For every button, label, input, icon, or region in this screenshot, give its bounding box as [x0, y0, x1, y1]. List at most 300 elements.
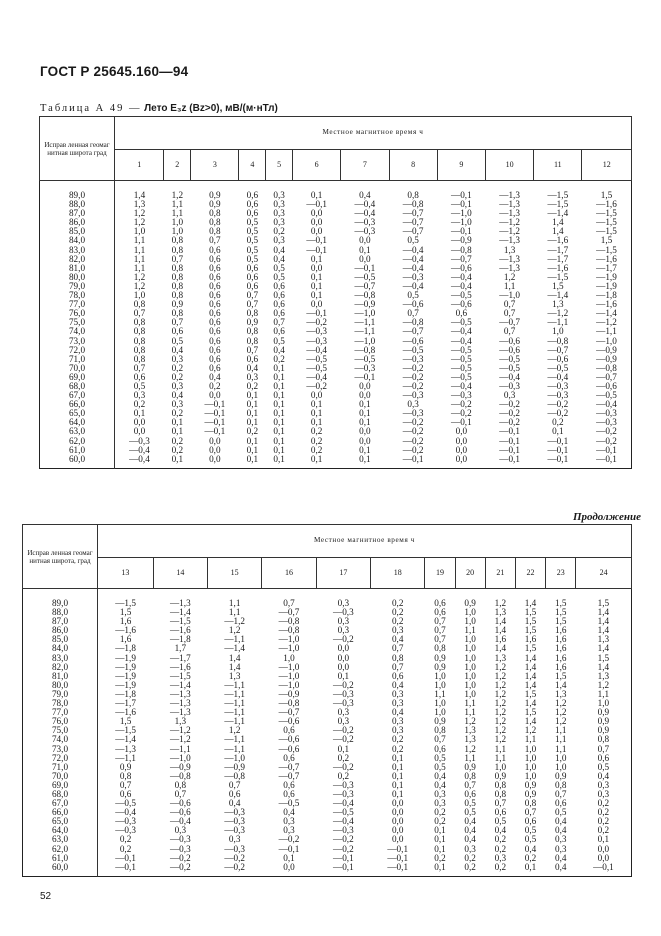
- value-cell: —0,1: [451, 417, 472, 428]
- value-cell: —0,7: [547, 344, 569, 355]
- latitude-cell: 82,0: [40, 255, 115, 264]
- table-row: [23, 754, 632, 763]
- value-cell: 0,3: [407, 399, 419, 410]
- value-cell: 1,2: [171, 190, 184, 200]
- value-cell: 0,3: [174, 825, 187, 836]
- value-cell: —0,3: [224, 807, 245, 818]
- value-cell: —1,5: [547, 190, 569, 200]
- latitude-cell: 61,0: [40, 446, 115, 455]
- value-cell: 0,8: [464, 770, 476, 781]
- value-cell: —0,5: [499, 362, 520, 373]
- value-cell: 0,1: [552, 426, 564, 437]
- value-cell: —1,5: [115, 725, 136, 736]
- value-cell: 0,9: [524, 788, 537, 799]
- value-cell: —0,1: [354, 262, 376, 273]
- latitude-cell: 78,0: [40, 291, 115, 300]
- value-cell: 0,7: [171, 253, 184, 264]
- value-cell: —0,6: [451, 299, 472, 310]
- value-cell: 0,2: [391, 734, 404, 745]
- value-cell: 1,2: [494, 670, 507, 681]
- value-cell: —1,8: [596, 290, 617, 301]
- value-cell: —1,1: [354, 326, 376, 337]
- value-cell: 0,6: [209, 308, 221, 319]
- latitude-cell: 65,0: [23, 817, 98, 826]
- value-cell: 0,4: [597, 770, 610, 781]
- value-cell: 1,1: [503, 280, 516, 291]
- value-cell: —1,5: [596, 226, 617, 237]
- value-cell: 1,6: [494, 634, 507, 645]
- value-cell: 0,1: [310, 190, 323, 200]
- value-cell: 1,2: [494, 716, 507, 727]
- value-cell: —1,3: [499, 235, 520, 246]
- value-cell: 0,1: [391, 752, 404, 763]
- value-cell: 1,0: [464, 607, 476, 618]
- table-row: [23, 763, 632, 772]
- value-cell: 0,3: [337, 616, 350, 627]
- value-cell: 0,3: [434, 788, 446, 799]
- value-cell: 0,3: [464, 843, 476, 854]
- value-cell: 0,1: [273, 399, 285, 410]
- hour-column-header: 5: [266, 150, 293, 181]
- value-cell: 1,0: [524, 761, 537, 772]
- value-cell: 0,2: [391, 616, 404, 627]
- value-cell: 0,2: [310, 435, 323, 446]
- value-cell: 0,7: [174, 788, 187, 799]
- value-cell: —0,1: [306, 244, 327, 255]
- value-cell: 0,2: [552, 417, 564, 428]
- value-cell: —1,6: [115, 707, 136, 718]
- value-cell: 0,2: [494, 843, 507, 854]
- latitude-cell: 72,0: [40, 346, 115, 355]
- table-row: [40, 255, 632, 264]
- value-cell: 0,5: [171, 335, 184, 346]
- value-cell: 0,6: [273, 280, 285, 291]
- value-cell: —0,5: [354, 271, 376, 282]
- latitude-cell: 79,0: [23, 690, 98, 699]
- value-cell: —1,7: [115, 698, 136, 709]
- value-cell: 0,1: [359, 444, 371, 455]
- value-cell: 1,0: [464, 661, 476, 672]
- value-cell: —1,6: [547, 262, 569, 273]
- value-cell: 0,8: [119, 770, 132, 781]
- value-cell: 0,7: [119, 779, 132, 790]
- value-cell: 1,0: [552, 326, 564, 337]
- latitude-cell: 71,0: [40, 355, 115, 364]
- value-cell: —0,1: [596, 444, 617, 455]
- value-cell: 1,0: [524, 743, 537, 754]
- latitude-cell: 73,0: [23, 745, 98, 754]
- value-cell: —1,6: [596, 253, 617, 264]
- table-row: [40, 282, 632, 291]
- value-cell: 1,5: [554, 607, 567, 618]
- value-cell: —0,5: [306, 362, 327, 373]
- value-cell: 1,4: [597, 643, 610, 654]
- value-cell: 0,1: [273, 390, 285, 401]
- value-cell: 1,1: [464, 698, 476, 709]
- value-cell: 0,8: [171, 262, 184, 273]
- value-cell: 1,1: [434, 688, 446, 699]
- value-cell: —0,4: [451, 271, 472, 282]
- value-cell: —1,8: [115, 688, 136, 699]
- value-cell: —1,0: [278, 679, 300, 690]
- latitude-cell: 69,0: [40, 373, 115, 382]
- value-cell: —1,6: [169, 625, 191, 636]
- value-cell: 1,0: [434, 698, 446, 709]
- value-cell: 0,5: [554, 807, 567, 818]
- value-cell: 0,6: [391, 670, 404, 681]
- value-cell: 0,3: [273, 208, 285, 219]
- value-cell: —0,8: [354, 290, 376, 301]
- document-header: ГОСТ Р 25645.160—94: [40, 64, 189, 79]
- value-cell: —0,5: [451, 317, 472, 328]
- value-cell: —1,6: [596, 299, 617, 310]
- latitude-cell: 72,0: [23, 754, 98, 763]
- value-cell: 0,0: [391, 798, 404, 809]
- value-cell: 0,6: [209, 317, 221, 328]
- local-time-group-header: Местное магнитное время ч: [115, 117, 632, 150]
- value-cell: —1,6: [115, 625, 136, 636]
- table-row: [23, 735, 632, 744]
- value-cell: —1,8: [169, 634, 191, 645]
- table-row: [40, 300, 632, 309]
- value-cell: —0,2: [402, 426, 424, 437]
- value-cell: —0,1: [499, 426, 520, 437]
- value-cell: —0,5: [451, 290, 472, 301]
- value-cell: 0,3: [171, 399, 184, 410]
- value-cell: —1,1: [224, 634, 245, 645]
- value-cell: —0,5: [499, 353, 520, 364]
- value-cell: —0,2: [333, 761, 354, 772]
- value-cell: 0,6: [597, 752, 610, 763]
- value-cell: —0,3: [499, 380, 520, 391]
- value-cell: 1,6: [554, 643, 567, 654]
- latitude-cell: 89,0: [40, 181, 115, 201]
- value-cell: 0,7: [434, 634, 446, 645]
- value-cell: —1,4: [547, 208, 569, 219]
- value-cell: 1,4: [524, 598, 537, 608]
- value-cell: —0,4: [451, 280, 472, 291]
- value-cell: 0,1: [246, 444, 259, 455]
- value-cell: 0,1: [273, 426, 285, 437]
- value-cell: —1,2: [547, 308, 569, 319]
- table-body: [23, 589, 632, 877]
- value-cell: —0,3: [402, 271, 424, 282]
- value-cell: 1,1: [228, 607, 241, 618]
- hour-column-header: 17: [316, 558, 370, 589]
- value-cell: 1,0: [464, 652, 476, 663]
- value-cell: 0,4: [464, 816, 476, 827]
- value-cell: —0,3: [451, 390, 472, 401]
- value-cell: 1,1: [133, 244, 146, 255]
- value-cell: 1,5: [554, 616, 567, 627]
- value-cell: —0,2: [499, 408, 520, 419]
- value-cell: 1,0: [464, 643, 476, 654]
- value-cell: 1,6: [554, 625, 567, 636]
- value-cell: —0,3: [402, 390, 424, 401]
- value-cell: 0,0: [597, 852, 610, 863]
- value-cell: 0,6: [273, 326, 285, 337]
- value-cell: —0,2: [169, 861, 191, 872]
- value-cell: 0,7: [171, 317, 184, 328]
- value-cell: 1,2: [494, 598, 507, 608]
- table-row: [23, 772, 632, 781]
- value-cell: —0,1: [115, 861, 136, 872]
- latitude-cell: 65,0: [40, 409, 115, 418]
- value-cell: 1,4: [554, 679, 567, 690]
- value-cell: —0,1: [387, 861, 409, 872]
- value-cell: —1,3: [115, 743, 136, 754]
- value-cell: —1,6: [547, 235, 569, 246]
- latitude-cell: 84,0: [40, 236, 115, 245]
- latitude-cell: 76,0: [40, 309, 115, 318]
- value-cell: —0,4: [547, 371, 569, 382]
- value-cell: 0,6: [246, 208, 259, 219]
- continued-label: Продолжение: [572, 511, 641, 523]
- value-cell: 1,0: [494, 761, 507, 772]
- value-cell: 0,4: [171, 344, 184, 355]
- value-cell: 0,2: [391, 743, 404, 754]
- value-cell: —0,3: [306, 335, 327, 346]
- value-cell: —0,5: [354, 353, 376, 364]
- value-cell: —0,4: [451, 335, 472, 346]
- value-cell: 1,0: [171, 217, 184, 228]
- value-cell: 0,4: [273, 253, 285, 264]
- latitude-cell: 70,0: [40, 364, 115, 373]
- value-cell: —1,1: [224, 679, 245, 690]
- value-cell: 0,0: [455, 453, 468, 464]
- value-cell: 0,0: [391, 825, 404, 836]
- latitude-cell: 87,0: [40, 209, 115, 218]
- value-cell: —1,1: [596, 326, 617, 337]
- value-cell: —0,5: [402, 344, 424, 355]
- value-cell: —1,5: [547, 199, 569, 210]
- table-row: [23, 835, 632, 844]
- table-row: [40, 346, 632, 355]
- value-cell: 0,1: [171, 453, 184, 464]
- value-cell: —0,7: [278, 707, 300, 718]
- value-cell: 0,1: [310, 253, 323, 264]
- latitude-cell: 68,0: [23, 790, 98, 799]
- value-cell: 1,2: [133, 271, 146, 282]
- value-cell: —1,2: [596, 317, 617, 328]
- value-cell: —0,1: [204, 417, 226, 428]
- value-cell: —0,5: [451, 344, 472, 355]
- value-cell: 0,7: [391, 661, 404, 672]
- value-cell: —0,4: [402, 253, 424, 264]
- value-cell: 0,2: [494, 861, 507, 872]
- value-cell: 0,3: [337, 716, 350, 727]
- value-cell: —0,8: [402, 317, 424, 328]
- value-cell: —0,5: [451, 371, 472, 382]
- latitude-cell: 63,0: [40, 427, 115, 436]
- value-cell: —0,4: [402, 262, 424, 273]
- value-cell: —0,1: [306, 199, 327, 210]
- table-row: [23, 826, 632, 835]
- value-cell: —0,4: [402, 244, 424, 255]
- value-cell: 1,0: [434, 679, 446, 690]
- value-cell: —1,2: [224, 616, 245, 627]
- value-cell: —0,3: [333, 779, 354, 790]
- value-cell: 0,8: [171, 290, 184, 301]
- value-cell: —0,2: [333, 679, 354, 690]
- table-row: [40, 291, 632, 300]
- value-cell: 1,1: [554, 743, 567, 754]
- value-cell: —0,1: [278, 843, 300, 854]
- value-cell: 0,3: [597, 779, 610, 790]
- value-cell: —0,1: [451, 226, 472, 237]
- table-row: [23, 845, 632, 854]
- value-cell: 1,0: [283, 652, 295, 663]
- table-caption: [40, 103, 278, 114]
- latitude-cell: 89,0: [23, 589, 98, 609]
- value-cell: —0,1: [499, 435, 520, 446]
- value-cell: 0,8: [391, 652, 404, 663]
- latitude-cell: 80,0: [40, 273, 115, 282]
- table-row: [40, 309, 632, 318]
- value-cell: 0,1: [391, 779, 404, 790]
- value-cell: —0,2: [451, 408, 472, 419]
- value-cell: —0,1: [204, 408, 226, 419]
- latitude-cell: 74,0: [23, 735, 98, 744]
- table-row: [40, 373, 632, 382]
- table-row: [23, 589, 632, 609]
- local-time-group-header: Местное магнитное время ч: [98, 525, 632, 558]
- table-row: [40, 236, 632, 245]
- value-cell: 0,2: [171, 408, 184, 419]
- value-cell: 0,0: [391, 807, 404, 818]
- hour-column-header: 1: [115, 150, 164, 181]
- value-cell: 0,1: [246, 399, 259, 410]
- value-cell: 0,5: [434, 752, 446, 763]
- value-cell: —1,6: [169, 661, 191, 672]
- value-cell: —0,1: [306, 235, 327, 246]
- value-cell: 0,4: [464, 834, 476, 845]
- value-cell: —0,2: [333, 834, 354, 845]
- value-cell: 0,4: [554, 825, 567, 836]
- value-cell: —0,3: [224, 843, 245, 854]
- value-cell: 0,5: [524, 825, 537, 836]
- hour-column-header: 24: [576, 558, 632, 589]
- value-cell: 0,4: [391, 707, 404, 718]
- value-cell: 1,0: [554, 752, 567, 763]
- value-cell: 0,2: [246, 426, 259, 437]
- value-cell: —0,3: [306, 326, 327, 337]
- value-cell: 0,1: [246, 453, 259, 464]
- latitude-cell: 83,0: [40, 246, 115, 255]
- value-cell: 1,2: [494, 698, 507, 709]
- value-cell: —1,0: [278, 670, 300, 681]
- value-cell: 1,5: [524, 707, 537, 718]
- value-cell: —0,1: [354, 371, 376, 382]
- value-cell: 1,0: [464, 688, 476, 699]
- value-cell: 0,8: [133, 353, 146, 364]
- hour-column-header: 4: [239, 150, 266, 181]
- value-cell: 0,1: [273, 435, 285, 446]
- value-cell: 0,1: [310, 271, 323, 282]
- value-cell: 0,0: [359, 435, 371, 446]
- value-cell: —0,8: [547, 335, 569, 346]
- table-row: [23, 726, 632, 735]
- value-cell: 0,0: [359, 253, 371, 264]
- value-cell: 0,9: [597, 716, 610, 727]
- value-cell: —0,3: [224, 825, 245, 836]
- value-cell: 1,3: [464, 725, 476, 736]
- value-cell: 0,9: [494, 770, 507, 781]
- value-cell: 0,8: [246, 335, 259, 346]
- value-cell: 1,4: [524, 716, 537, 727]
- value-cell: 0,8: [133, 326, 146, 337]
- value-cell: 0,1: [283, 852, 295, 863]
- value-cell: —0,1: [333, 861, 354, 872]
- value-cell: 1,6: [554, 661, 567, 672]
- value-cell: —0,4: [499, 371, 520, 382]
- latitude-cell: 60,0: [40, 455, 115, 469]
- value-cell: 0,1: [359, 417, 371, 428]
- latitude-cell: 75,0: [40, 318, 115, 327]
- table-row: [23, 790, 632, 799]
- value-cell: 1,1: [133, 262, 146, 273]
- value-cell: —0,5: [278, 798, 300, 809]
- value-cell: 1,3: [554, 688, 567, 699]
- value-cell: 0,5: [273, 271, 285, 282]
- value-cell: —1,2: [169, 725, 191, 736]
- value-cell: 0,8: [494, 779, 507, 790]
- value-cell: 0,0: [310, 208, 323, 219]
- value-cell: 1,0: [597, 698, 610, 709]
- value-cell: —1,3: [169, 698, 191, 709]
- value-cell: 1,6: [119, 634, 132, 645]
- value-cell: 1,2: [133, 280, 146, 291]
- value-cell: —0,1: [451, 190, 472, 200]
- value-cell: —0,1: [596, 453, 617, 464]
- value-cell: —0,9: [596, 353, 617, 364]
- latitude-cell: 61,0: [23, 854, 98, 863]
- value-cell: 0,1: [310, 417, 323, 428]
- hour-column-header: 14: [153, 558, 207, 589]
- latitude-cell: 69,0: [23, 781, 98, 790]
- value-cell: 0,3: [273, 235, 285, 246]
- value-cell: 0,6: [246, 280, 259, 291]
- value-cell: 0,6: [209, 244, 221, 255]
- value-cell: 1,2: [133, 208, 146, 219]
- value-cell: —0,2: [451, 399, 472, 410]
- value-cell: 0,3: [273, 199, 285, 210]
- value-cell: —0,3: [596, 408, 617, 419]
- value-cell: 0,2: [119, 834, 132, 845]
- value-cell: —0,2: [499, 417, 520, 428]
- latitude-column-header: Исправ ленная геомаг нитная широта град: [40, 117, 115, 181]
- value-cell: 0,8: [524, 798, 537, 809]
- value-cell: 0,3: [246, 371, 259, 382]
- latitude-cell: 80,0: [23, 681, 98, 690]
- table-row: [23, 708, 632, 717]
- value-cell: 1,0: [554, 761, 567, 772]
- table-row: [40, 418, 632, 427]
- value-cell: 0,7: [554, 788, 567, 799]
- value-cell: 0,1: [359, 453, 371, 464]
- value-cell: —1,9: [115, 661, 136, 672]
- value-cell: 0,1: [171, 426, 184, 437]
- value-cell: 0,3: [337, 625, 350, 636]
- table-row: [23, 817, 632, 826]
- value-cell: —1,1: [224, 734, 245, 745]
- value-cell: 0,4: [228, 798, 241, 809]
- value-cell: 0,6: [209, 280, 221, 291]
- table-row: [23, 854, 632, 863]
- value-cell: —0,3: [547, 390, 569, 401]
- value-cell: —1,0: [354, 335, 376, 346]
- table-row: [40, 355, 632, 364]
